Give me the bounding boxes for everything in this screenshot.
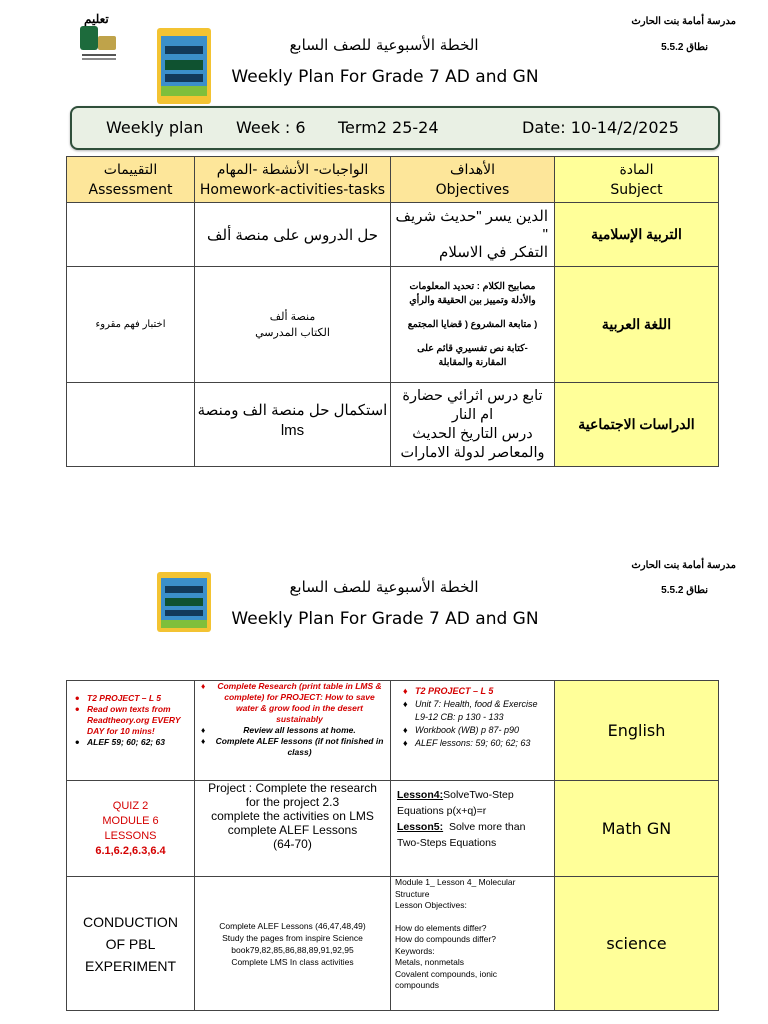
list-item: ♦ Review all lessons at home. bbox=[213, 725, 386, 736]
table-row bbox=[67, 681, 719, 781]
objective-line: والأدلة وتمييز بين الحقيقة والرأي bbox=[409, 294, 536, 306]
header-objectives bbox=[391, 157, 555, 203]
homework-cell bbox=[195, 877, 391, 1011]
ministry-logo bbox=[78, 12, 120, 64]
list-item: ♦ Workbook (WB) p 87- p90 bbox=[415, 724, 550, 737]
table-row bbox=[67, 383, 719, 467]
school-name: مدرسة أمامة بنت الحارث bbox=[631, 560, 736, 571]
header-subject bbox=[555, 157, 719, 203]
homework-cell bbox=[195, 781, 391, 877]
objectives-cell bbox=[391, 781, 555, 877]
week-banner bbox=[70, 106, 720, 150]
assessment-line: LESSONS bbox=[104, 829, 157, 842]
assessment-cell bbox=[67, 203, 195, 267]
objective-line: How do elements differ? bbox=[395, 922, 487, 933]
header-homework-en: Homework-activities-tasks bbox=[199, 181, 386, 198]
objective-line: Structure bbox=[395, 888, 430, 899]
subject-cell: science bbox=[555, 877, 719, 1011]
homework-line: الكتاب المدرسي bbox=[255, 326, 330, 339]
homework-cell: حل الدروس على منصة ألف bbox=[195, 203, 391, 267]
homework-line: Study the pages from inspire Science bbox=[222, 932, 363, 943]
homework-line: book79,82,85,86,88,89,91,92,95 bbox=[231, 944, 354, 955]
objective-line: المقارنة والمقابلة bbox=[438, 356, 507, 368]
objective-line: Covalent compounds, ionic bbox=[395, 968, 498, 979]
table-row bbox=[67, 203, 719, 267]
title-arabic: الخطة الأسبوعية للصف السابع bbox=[289, 578, 479, 596]
table-row bbox=[67, 877, 719, 1011]
list-item: ♦ Complete Research (print table in LMS & complete) for PROJECT: How to save water & grow food in the desert sustainably bbox=[213, 681, 386, 725]
objective-line: التفكر في الاسلام bbox=[439, 243, 548, 261]
objective-line: Module 1_ Lesson 4_ Molecular bbox=[395, 877, 516, 887]
assessment-line: EXPERIMENT bbox=[84, 957, 176, 974]
plan-table-2 bbox=[66, 680, 719, 1011]
title-arabic: الخطة الأسبوعية للصف السابع bbox=[289, 36, 479, 54]
homework-line: complete ALEF Lessons bbox=[227, 823, 358, 837]
table-header bbox=[67, 157, 719, 203]
homework-line: Complete LMS In class activities bbox=[231, 956, 354, 967]
objective-line: الدين يسر "حديث شريف bbox=[395, 207, 548, 225]
subject-cell: اللغة العربية bbox=[555, 267, 719, 383]
objective-line: ( متابعة المشروع ( قضايا المجتمع bbox=[407, 318, 538, 330]
header-assessment bbox=[67, 157, 195, 203]
banner-date: Date: 10-14/2/2025 bbox=[522, 118, 679, 137]
objective-line: تابع درس اثرائي حضارة bbox=[402, 387, 543, 404]
title-english: Weekly Plan For Grade 7 AD and GN bbox=[231, 609, 539, 629]
homework-line: منصة ألف bbox=[269, 310, 316, 323]
assessment-cell bbox=[67, 681, 195, 781]
objective-line: والمعاصر لدولة الامارات bbox=[400, 444, 545, 461]
header-assessment-ar: التقييمات bbox=[103, 161, 158, 178]
assessment-cell bbox=[67, 781, 195, 877]
objective-line: compounds bbox=[395, 980, 439, 990]
lesson-text: SolveTwo-Step Equations p(x+q)=r bbox=[397, 789, 514, 817]
school-name: مدرسة أمامة بنت الحارث bbox=[631, 16, 736, 27]
objectives-cell bbox=[391, 877, 555, 1011]
objectives-cell bbox=[391, 383, 555, 467]
list-item: • Read own texts from Readtheory.org EVERY DAY for 10 mins! bbox=[87, 704, 190, 737]
header-objectives-ar: الأهداف bbox=[449, 161, 495, 178]
banner-term: Term2 25-24 bbox=[338, 118, 439, 137]
homework-line: (64-70) bbox=[273, 837, 312, 851]
objective-line bbox=[397, 787, 550, 819]
assessment-line: 6.1,6.2,6.3,6.4 bbox=[95, 844, 166, 857]
assessment-cell bbox=[67, 383, 195, 467]
objectives-cell bbox=[391, 203, 555, 267]
scope-code: نطاق 5.5.2 bbox=[661, 42, 708, 53]
banner-label: Weekly plan bbox=[106, 118, 204, 137]
objective-line: ام النار bbox=[451, 406, 494, 423]
homework-line: Project : Complete the research bbox=[208, 781, 377, 795]
table-row bbox=[67, 781, 719, 877]
table-row bbox=[67, 267, 719, 383]
objective-line: درس التاريخ الحديث bbox=[412, 425, 533, 442]
lesson-label: Lesson4: bbox=[397, 789, 444, 801]
homework-line: complete the activities on LMS bbox=[211, 809, 374, 823]
lesson-label: Lesson5: bbox=[397, 821, 444, 833]
header-homework bbox=[195, 157, 391, 203]
list-item: ♦ T2 PROJECT – L 5 bbox=[415, 685, 550, 698]
homework-line: for the project 2.3 bbox=[245, 795, 340, 809]
homework-cell bbox=[195, 267, 391, 383]
list-item: ♦ ALEF lessons: 59; 60; 62; 63 bbox=[415, 737, 550, 750]
homework-cell bbox=[195, 383, 391, 467]
homework-line: lms bbox=[280, 422, 305, 439]
objectives-cell bbox=[391, 681, 555, 781]
objective-line: " bbox=[542, 225, 548, 243]
objective-line: -كتابة نص تفسيري قائم على bbox=[417, 342, 528, 354]
objective-line bbox=[397, 819, 550, 851]
grade-logo bbox=[155, 26, 213, 106]
assessment-line: OF PBL bbox=[105, 935, 156, 952]
list-item: • ALEF 59; 60; 62; 63 bbox=[87, 737, 190, 748]
subject-cell: الدراسات الاجتماعية bbox=[555, 383, 719, 467]
objectives-cell bbox=[391, 267, 555, 383]
scope-code: نطاق 5.5.2 bbox=[661, 585, 708, 596]
assessment-line: QUIZ 2 bbox=[112, 799, 149, 812]
ministry-logo-text: تعليم bbox=[84, 12, 109, 26]
header-objectives-en: Objectives bbox=[435, 181, 510, 198]
banner-week: Week : 6 bbox=[236, 118, 306, 137]
header-assessment-en: Assessment bbox=[88, 181, 173, 198]
subject-cell: التربية الإسلامية bbox=[555, 203, 719, 267]
subject-cell: English bbox=[555, 681, 719, 781]
objective-line: Lesson Objectives: bbox=[395, 900, 467, 910]
subject-cell: Math GN bbox=[555, 781, 719, 877]
objective-line bbox=[395, 912, 550, 923]
assessment-line: MODULE 6 bbox=[102, 814, 159, 827]
homework-line: Complete ALEF Lessons (46,47,48,49) bbox=[219, 920, 366, 931]
list-item: • T2 PROJECT – L 5 bbox=[87, 693, 190, 704]
list-item: ♦ Unit 7: Health, food & Exercise L9-12 CB: p 130 - 133 bbox=[415, 698, 550, 724]
lesson-text: Solve more than Two-Steps Equations bbox=[397, 821, 529, 849]
list-item: ♦ Complete ALEF lessons (if not finished in class) bbox=[213, 736, 386, 758]
grade-logo bbox=[155, 570, 213, 650]
assessment-line: CONDUCTION bbox=[83, 913, 178, 930]
title-english: Weekly Plan For Grade 7 AD and GN bbox=[231, 67, 539, 87]
objective-line: How do compounds differ? bbox=[395, 934, 496, 944]
objective-line: مصابيح الكلام : تحديد المعلومات bbox=[409, 280, 536, 292]
header-subject-ar: المادة bbox=[619, 161, 654, 178]
header-subject-en: Subject bbox=[610, 181, 663, 198]
plan-table-1 bbox=[66, 156, 719, 467]
objective-line: Keywords: bbox=[395, 945, 435, 956]
homework-cell bbox=[195, 681, 391, 781]
objective-line: Metals, nonmetals bbox=[395, 957, 464, 967]
assessment-cell: اختبار فهم مقروء bbox=[67, 267, 195, 383]
homework-line: استكمال حل منصة الف ومنصة bbox=[197, 402, 388, 419]
header-homework-ar: الواجبات- الأنشطة -المهام bbox=[216, 161, 369, 178]
assessment-cell bbox=[67, 877, 195, 1011]
